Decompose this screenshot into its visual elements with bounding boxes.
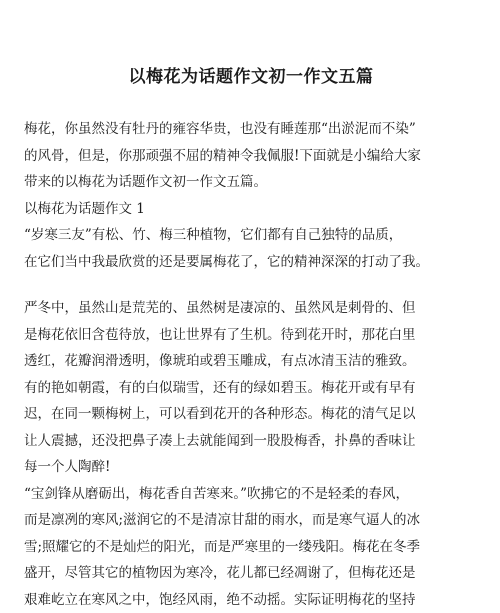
paragraph-sword-quote [24, 481, 478, 613]
paragraph-spacer [24, 275, 478, 295]
text-line: 透红，花瓣润滑透明，像琥珀或碧玉雕成，有点冰清玉洁的雅致。 [24, 348, 478, 375]
text-line: 梅花，你虽然没有牡丹的雍容华贵，也没有睡莲那“出淤泥而不染” [24, 116, 478, 143]
text-line: 艰难屹立在寒风之中，饱经风雨，绝不动摇。实际证明梅花的坚持 [24, 587, 478, 613]
text-line: 每一个人陶醉! [24, 454, 478, 481]
text-line: 是梅花依旧含苞待放，也让世界有了生机。待到花开时，那花白里 [24, 322, 478, 349]
text-line: 在它们当中我最欣赏的还是要属梅花了，它的精神深深的打动了我。 [24, 249, 478, 276]
text-line: 有的艳如朝霞，有的白似瑞雪，还有的绿如碧玉。梅花开或有早有 [24, 375, 478, 402]
text-line: “宝剑锋从磨砺出，梅花香自苦寒来。”吹拂它的不是轻柔的春风， [24, 481, 478, 508]
text-line: 迟，在同一颗梅树上，可以看到花开的各种形态。梅花的清气足以 [24, 401, 478, 428]
text-line: 带来的以梅花为话题作文初一作文五篇。 [24, 169, 478, 196]
section-heading: 以梅花为话题作文 1 [24, 196, 478, 223]
text-line: 雪;照耀它的不是灿烂的阳光，而是严寒里的一缕残阳。梅花在冬季 [24, 534, 478, 561]
paragraph-winter [24, 295, 478, 481]
text-line: 而是凛冽的寒风;滋润它的不是清凉甘甜的雨水，而是寒气逼人的冰 [24, 507, 478, 534]
text-line: 严冬中，虽然山是荒芜的、虽然树是凄凉的、虽然风是刺骨的、但 [24, 295, 478, 322]
text-line: 盛开，尽管其它的植物因为寒冷，花儿都已经凋谢了，但梅花还是 [24, 560, 478, 587]
paragraph-seasons-friends [24, 222, 478, 275]
intro-paragraph [24, 116, 478, 196]
text-line: 让人震撼，还没把鼻子凑上去就能闻到一股股梅香，扑鼻的香味让 [24, 428, 478, 455]
article-title: 以梅花为话题作文初一作文五篇 [24, 0, 478, 89]
article-body [24, 116, 478, 613]
text-line: “岁寒三友”有松、竹、梅三种植物，它们都有自己独特的品质， [24, 222, 478, 249]
text-line: 的风骨，但是，你那顽强不屈的精神令我佩服!下面就是小编给大家 [24, 143, 478, 170]
